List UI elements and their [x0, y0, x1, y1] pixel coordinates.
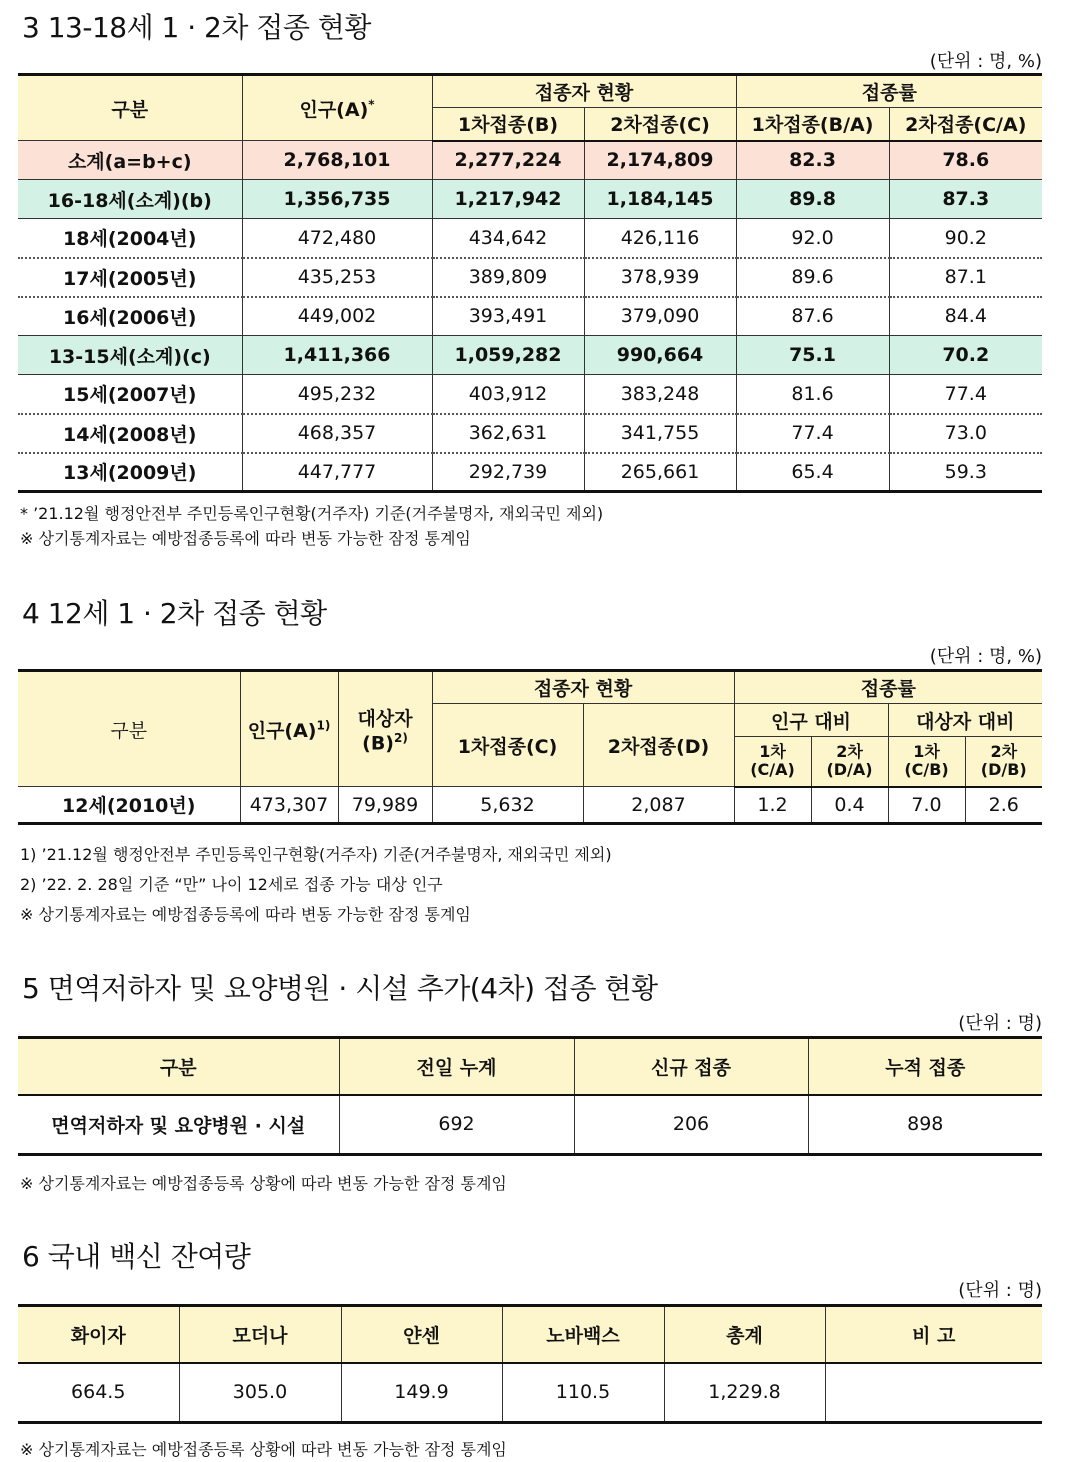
section3-note-2: ※ 상기통계자료는 예방접종등록에 따라 변동 가능한 잠정 통계임: [20, 529, 471, 548]
table-row: 17세(2005년) 435,253 389,809 378,939 89.6 87.1: [18, 258, 1042, 297]
header-second-rate: 2차접종(C/A): [889, 108, 1042, 141]
section6-unit: (단위 : 명): [958, 1280, 1042, 1301]
section6-table: [18, 1304, 1042, 1424]
header-second: 2차접종(D): [583, 704, 734, 787]
header-pop-ratio: 인구 대비: [734, 704, 888, 737]
header-total: 총계: [664, 1306, 825, 1363]
table-row: 15세(2007년) 495,232 403,912 383,248 81.6 77.4: [18, 375, 1042, 414]
section4-note-1: 1) ’21.12월 행정안전부 주민등록인구현황(거주자) 기준(거주불명자, 재외국민 제외): [20, 845, 612, 864]
header-category: 구분: [18, 671, 240, 787]
section4-title: 4 12세 1 · 2차 접종 현황: [22, 597, 327, 630]
section4-unit: (단위 : 명, %): [929, 646, 1042, 667]
header-first-rate: 1차접종(B/A): [736, 108, 889, 141]
header-vacc-status: 접종자 현황: [432, 671, 734, 704]
table-row: 664.5 305.0 149.9 110.5 1,229.8: [18, 1363, 1042, 1423]
table-row: 13-15세(소계)(c) 1,411,366 1,059,282 990,664 75.1 70.2: [18, 336, 1042, 375]
header-target-ratio: 대상자 대비: [888, 704, 1042, 737]
section5-table: [18, 1036, 1042, 1156]
section5-note: ※ 상기통계자료는 예방접종등록 상황에 따라 변동 가능한 잠정 통계임: [20, 1174, 507, 1193]
table-row: 12세(2010년) 473,307 79,989 5,632 2,087 1.2 0.4 7.0 2.6: [18, 787, 1042, 824]
header-ca: 1차 (C/A): [734, 737, 811, 787]
header-janssen: 얀센: [341, 1306, 502, 1363]
header-rate: 접종률: [736, 75, 1042, 108]
section5-unit: (단위 : 명): [958, 1013, 1042, 1034]
section3-table: [18, 73, 1042, 493]
header-db: 2차 (D/B): [965, 737, 1042, 787]
header-category: 구분: [18, 75, 242, 141]
section3-note-1: * ’21.12월 행정안전부 주민등록인구현황(거주자) 기준(거주불명자, 재외국민 제외): [20, 504, 604, 523]
header-second: 2차접종(C): [584, 108, 736, 141]
table-row: 18세(2004년) 472,480 434,642 426,116 92.0 90.2: [18, 219, 1042, 258]
header-prev: 전일 누계: [339, 1038, 574, 1095]
header-novavax: 노바백스: [502, 1306, 664, 1363]
header-cb: 1차 (C/B): [888, 737, 965, 787]
section3-title: 3 13-18세 1 · 2차 접종 현황: [22, 11, 371, 44]
header-remark: 비 고: [825, 1306, 1042, 1363]
header-first: 1차접종(B): [432, 108, 584, 141]
header-new: 신규 접종: [574, 1038, 808, 1095]
header-da: 2차 (D/A): [811, 737, 888, 787]
section6-note: ※ 상기통계자료는 예방접종등록 상황에 따라 변동 가능한 잠정 통계임: [20, 1440, 507, 1459]
section5-title: 5 면역저하자 및 요양병원 · 시설 추가(4차) 접종 현황: [22, 972, 658, 1005]
table-row: 16-18세(소계)(b) 1,356,735 1,217,942 1,184,145 89.8 87.3: [18, 180, 1042, 219]
table-row: 13세(2009년) 447,777 292,739 265,661 65.4 59.3: [18, 453, 1042, 492]
table-row: 면역저하자 및 요양병원 · 시설 692 206 898: [18, 1095, 1042, 1155]
header-population: 인구(A)*: [242, 75, 432, 141]
header-population: 인구$(A)^{1)}$: [240, 671, 338, 787]
header-cum: 누적 접종: [808, 1038, 1042, 1095]
section4-note-2: 2) ’22. 2. 28일 기준 “만” 나이 12세로 접종 가능 대상 인구: [20, 875, 443, 894]
header-rate: 접종률: [734, 671, 1042, 704]
section4-note-3: ※ 상기통계자료는 예방접종등록에 따라 변동 가능한 잠정 통계임: [20, 905, 471, 924]
table-row: 14세(2008년) 468,357 362,631 341,755 77.4 73.0: [18, 414, 1042, 453]
table-row: 소계(a=b+c) 2,768,101 2,277,224 2,174,809 82.3 78.6: [18, 141, 1042, 180]
header-pfizer: 화이자: [18, 1306, 179, 1363]
header-target: 대상자 $(B)^{2)}$: [338, 671, 432, 787]
section6-title: 6 국내 백신 잔여량: [22, 1240, 251, 1273]
table-row: 16세(2006년) 449,002 393,491 379,090 87.6 84.4: [18, 297, 1042, 336]
header-category: 구분: [18, 1038, 339, 1095]
section4-table: [18, 669, 1042, 825]
header-vacc-status: 접종자 현황: [432, 75, 736, 108]
header-moderna: 모더나: [179, 1306, 341, 1363]
header-first: 1차접종(C): [432, 704, 583, 787]
section3-unit: (단위 : 명, %): [929, 51, 1042, 72]
